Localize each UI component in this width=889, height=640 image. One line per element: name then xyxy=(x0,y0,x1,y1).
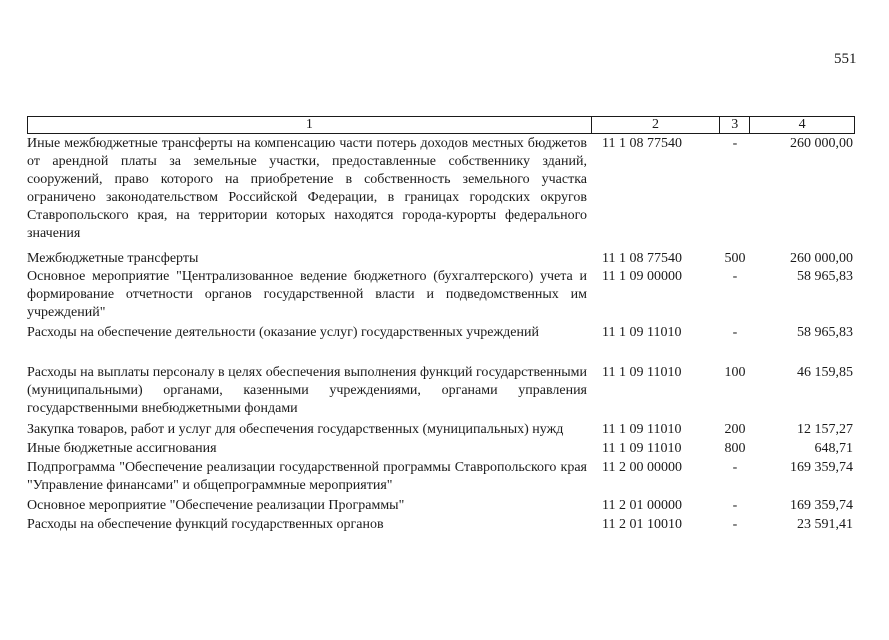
header-col-2: 2 xyxy=(592,117,721,133)
header-col-3: 3 xyxy=(720,117,750,133)
header-col-1: 1 xyxy=(28,117,592,133)
table-row xyxy=(27,268,855,322)
row-code: 11 2 00 00000 xyxy=(602,460,682,475)
row-code: 11 2 01 10010 xyxy=(602,517,682,532)
row-amount: 169 359,74 xyxy=(790,460,853,475)
row-expense-type: - xyxy=(732,136,738,151)
table-header-row xyxy=(27,116,855,134)
row-description: Расходы на обеспечение деятельности (оказание услуг) государственных учреждений xyxy=(27,325,539,340)
table-row xyxy=(27,516,855,534)
row-amount: 58 965,83 xyxy=(797,269,853,284)
page-number: 551 xyxy=(834,51,857,67)
table-row xyxy=(27,324,855,342)
row-code: 11 1 09 11010 xyxy=(602,325,682,340)
row-description: Подпрограмма "Обеспечение реализации государственной программы Ставропольского края "Управление финансами" и общепрограммные мероприятия" xyxy=(27,460,587,493)
row-code: 11 1 08 77540 xyxy=(602,136,682,151)
table-row xyxy=(27,440,855,458)
row-amount: 23 591,41 xyxy=(797,517,853,532)
row-description: Основное мероприятие "Обеспечение реализации Программы" xyxy=(27,498,405,513)
row-code: 11 2 01 00000 xyxy=(602,498,682,513)
row-expense-type: - xyxy=(732,325,738,340)
row-amount: 46 159,85 xyxy=(797,365,853,380)
row-code: 11 1 09 11010 xyxy=(602,441,682,456)
row-expense-type: - xyxy=(732,498,738,513)
row-description: Закупка товаров, работ и услуг для обеспечения государственных (муниципальных) нужд xyxy=(27,422,564,437)
row-amount: 12 157,27 xyxy=(797,422,853,437)
row-description: Расходы на обеспечение функций государственных органов xyxy=(27,517,384,532)
row-amount: 260 000,00 xyxy=(790,251,853,266)
row-expense-type: 800 xyxy=(724,441,746,456)
row-amount: 58 965,83 xyxy=(797,325,853,340)
row-expense-type: 200 xyxy=(724,422,746,437)
table-row xyxy=(27,364,855,418)
row-expense-type: - xyxy=(732,517,738,532)
row-expense-type: - xyxy=(732,269,738,284)
row-expense-type: 100 xyxy=(724,365,746,380)
row-code: 11 1 09 00000 xyxy=(602,269,682,284)
row-amount: 648,71 xyxy=(814,441,853,456)
row-description: Иные межбюджетные трансферты на компенсацию части потерь доходов местных бюджетов от арендной платы за земельные участки, предоставленные собственнику зданий, сооружений, право которого на приобретение в собственность земельного участка ограничено законодательством Российской Федерации, в границах городских округов Ставропольского края, на территории которых находятся города-курорты федерального значения xyxy=(27,136,587,241)
row-expense-type: 500 xyxy=(724,251,746,266)
row-code: 11 1 08 77540 xyxy=(602,251,682,266)
row-description: Иные бюджетные ассигнования xyxy=(27,441,217,456)
table-row xyxy=(27,135,855,243)
row-code: 11 1 09 11010 xyxy=(602,422,682,437)
table-row xyxy=(27,497,855,515)
budget-table xyxy=(27,116,855,534)
header-col-4: 4 xyxy=(798,117,806,132)
table-row xyxy=(27,459,855,495)
row-description: Межбюджетные трансферты xyxy=(27,251,199,266)
row-description: Основное мероприятие "Централизованное ведение бюджетного (бухгалтерского) учета и формирование отчетности органов государственной власти и подведомственных им учреждений" xyxy=(27,269,587,320)
row-amount: 169 359,74 xyxy=(790,498,853,513)
row-description: Расходы на выплаты персоналу в целях обеспечения выполнения функций государственными (муниципальными) органами, казенными учреждениями, органами управления государственными внебюджетными фондами xyxy=(27,365,587,416)
row-code: 11 1 09 11010 xyxy=(602,365,682,380)
row-amount: 260 000,00 xyxy=(790,136,853,151)
table-row xyxy=(27,250,855,268)
table-row xyxy=(27,421,855,439)
row-expense-type: - xyxy=(732,460,738,475)
